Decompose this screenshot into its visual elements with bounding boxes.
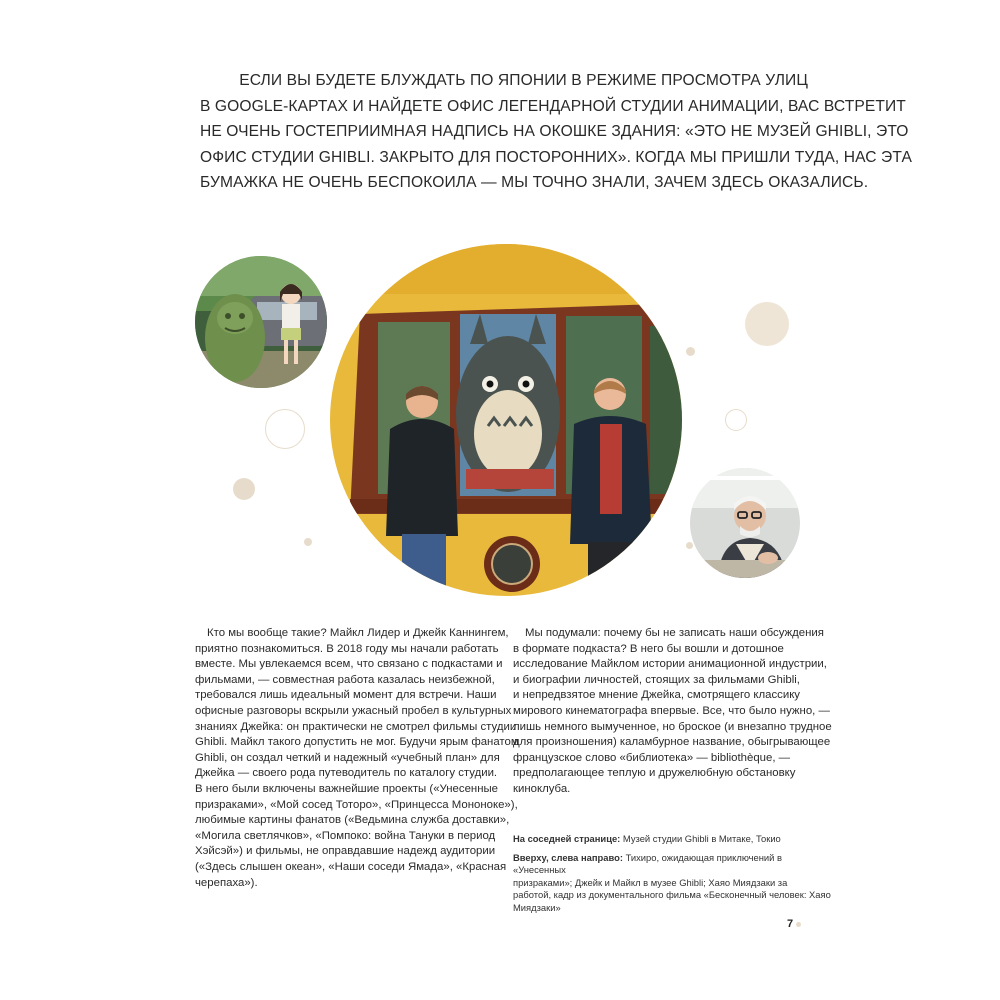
text-line: Кто мы вообще такие? Майкл Лидер и Джейк Каннингем, (207, 627, 509, 639)
text-line: Хэйсэй») и фильмы, не оправдавшие надежд аудитории (195, 845, 496, 858)
text-line: и биографии личностей, стоящих за фильмами Ghibli, (513, 673, 800, 686)
intro-text (200, 68, 912, 196)
photo-captions (513, 833, 831, 921)
text-line: («Здесь слышен океан», «Наши соседи Ямада», «Красная (195, 860, 507, 873)
caption-top-photos (513, 851, 831, 915)
museum-illustration (330, 244, 682, 596)
text-line: для произношения) каламбурное название, обыгрывающее (513, 736, 831, 749)
text-line: фильмами, — совместная работа казалась неизбежной, (195, 673, 495, 686)
deco-dot (725, 409, 747, 431)
caption-text: Тихиро, ожидающая приключений в «Унесенных (513, 851, 782, 876)
text-line: предполагающее теплую и дружелюбную обстановку (513, 767, 796, 780)
text-line: офисные разговоры вскрыли ужасный пробел в культурных (195, 704, 512, 717)
left-column-text (195, 626, 519, 891)
text-line: знаниях Джейка: он практически не смотрел фильмы студии (195, 720, 517, 733)
deco-dot (686, 542, 693, 549)
text-line: в формате подкаста? В него бы вошли и дотошное (513, 642, 784, 655)
museum-photo (330, 244, 682, 596)
text-line: вместе. Мы увлекаемся всем, что связано с подкастами и (195, 658, 503, 671)
page-number: 7 (787, 918, 794, 930)
intro-line: НЕ ОЧЕНЬ ГОСТЕПРИИМНАЯ НАДПИСЬ НА ОКОШКЕ ЗДАНИЯ: «ЭТО НЕ МУЗЕЙ GHIBLI, ЭТО (200, 123, 909, 141)
text-line: и непредвзятое мнение Джейка, смотрящего классику (513, 689, 801, 702)
right-column-text (513, 626, 832, 798)
text-line: лишь немного вымученное, но броское (и внезапно трудное (513, 720, 832, 733)
text-line: В него были включены важнейшие проекты («Унесенные (195, 782, 499, 795)
caption-label: Вверху, слева направо: (513, 851, 623, 863)
text-line: Джейка — своего рода путеводитель по каталогу студии. (195, 767, 498, 780)
page-number-dot (796, 922, 801, 927)
text-line: киноклуба. (513, 782, 571, 795)
text-line: призраками», «Мой сосед Тоторо», «Принцесса Мононоке»), (195, 798, 518, 811)
miyazaki-photo (690, 468, 800, 578)
caption-label: На соседней странице: (513, 833, 621, 844)
deco-dot (265, 409, 305, 449)
caption-text: призраками»; Джейк и Майкл в музее Ghibli; Хаяо Миядзаки за (513, 876, 788, 888)
text-line: Ghibli, он создал четкий и надежный «учебный план» для (195, 751, 500, 764)
caption-text: Музей студии Ghibli в Митаке, Токио (620, 833, 781, 844)
intro-line: БУМАЖКА НЕ ОЧЕНЬ БЕСПОКОИЛА — МЫ ТОЧНО ЗНАЛИ, ЗАЧЕМ ЗДЕСЬ ОКАЗАЛИСЬ. (200, 174, 869, 192)
caption-text: работой, кадр из документального фильма «Бесконечный человек: Хаяо (513, 889, 831, 901)
caption-facing-page (513, 833, 813, 846)
miyazaki-illustration (690, 468, 800, 578)
chihiro-illustration (195, 256, 327, 388)
caption-text: Миядзаки» (513, 901, 561, 913)
text-line: любимые картины фанатов («Ведьмина служба доставки», (195, 814, 510, 827)
intro-line: В GOOGLE-КАРТАХ И НАЙДЕТЕ ОФИС ЛЕГЕНДАРНОЙ СТУДИИ АНИМАЦИИ, ВАС ВСТРЕТИТ (200, 97, 906, 115)
text-line: черепаха»). (195, 876, 258, 889)
deco-dot (233, 478, 255, 500)
text-line: Мы подумали: почему бы не записать наши обсуждения (525, 627, 824, 639)
deco-dot (745, 302, 789, 346)
text-line: исследование Майклом истории анимационной индустрии, (513, 658, 827, 671)
text-line: требовался лишь идеальный момент для встречи. Наши (195, 689, 497, 702)
intro-line: ЕСЛИ ВЫ БУДЕТЕ БЛУЖДАТЬ ПО ЯПОНИИ В РЕЖИМЕ ПРОСМОТРА УЛИЦ (239, 72, 808, 89)
text-line: «Могила светлячков», «Помпоко: война Тануки в период (195, 829, 496, 842)
text-line: французское слово «библиотека» — bibliothèque, — (513, 751, 791, 764)
text-line: приятно познакомиться. В 2018 году мы начали работать (195, 642, 499, 655)
deco-dot (304, 538, 312, 546)
chihiro-photo (195, 256, 327, 388)
deco-dot (686, 347, 695, 356)
intro-line: ОФИС СТУДИИ GHIBLI. ЗАКРЫТО ДЛЯ ПОСТОРОННИХ». КОГДА МЫ ПРИШЛИ ТУДА, НАС ЭТА (200, 148, 912, 166)
text-line: мирового кинематографа впервые. Все, что было нужно, — (513, 704, 830, 717)
text-line: Ghibli. Майкл такого допустить не мог. Будучи ярым фанатом (195, 736, 519, 749)
